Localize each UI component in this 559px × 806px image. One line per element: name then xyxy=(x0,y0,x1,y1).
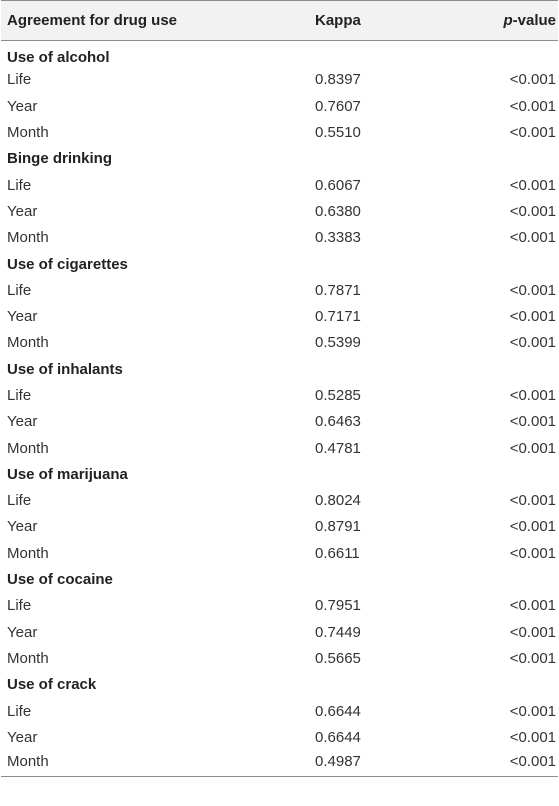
period-label: Month xyxy=(1,751,301,777)
table-row xyxy=(1,303,558,329)
header-p-italic: p xyxy=(503,12,513,29)
p-value: <0.001 xyxy=(509,229,556,247)
table-row xyxy=(1,514,558,540)
table-row xyxy=(1,198,558,224)
p-value: <0.001 xyxy=(509,202,556,220)
table-row xyxy=(1,382,558,408)
table-row xyxy=(1,593,558,619)
period-label: Year xyxy=(7,97,38,115)
p-value: <0.001 xyxy=(421,751,558,777)
kappa-value: 0.5510 xyxy=(315,124,361,142)
kappa-value: 0.6463 xyxy=(315,413,361,431)
table-row xyxy=(1,435,558,461)
period-label: Year xyxy=(7,518,38,536)
p-value: <0.001 xyxy=(509,71,556,89)
agreement-table xyxy=(1,0,558,777)
p-value: <0.001 xyxy=(509,124,556,142)
kappa-value: 0.7951 xyxy=(315,597,361,615)
table-row xyxy=(1,67,558,93)
period-label: Month xyxy=(7,124,49,142)
group-header-row xyxy=(1,672,558,698)
table-row xyxy=(1,409,558,435)
header-p-value xyxy=(421,1,558,41)
kappa-value: 0.6644 xyxy=(315,702,361,720)
period-label: Year xyxy=(7,623,38,641)
period-label: Month xyxy=(7,229,49,247)
period-label: Life xyxy=(7,387,32,404)
group-header-row xyxy=(1,41,558,67)
kappa-value: 0.7607 xyxy=(315,97,361,115)
table-row xyxy=(1,698,558,724)
p-value: <0.001 xyxy=(509,176,556,194)
group-header-row xyxy=(1,566,558,592)
period-label: Year xyxy=(7,308,38,326)
p-value: <0.001 xyxy=(509,387,556,404)
group-title: Use of cigarettes xyxy=(7,255,128,273)
kappa-value: 0.6067 xyxy=(315,176,361,194)
group-header-row xyxy=(1,461,558,487)
group-header-row xyxy=(1,356,558,382)
p-value: <0.001 xyxy=(509,597,556,615)
table-row xyxy=(1,619,558,645)
kappa-value: 0.8397 xyxy=(315,71,361,89)
group-header-row xyxy=(1,251,558,277)
kappa-value: 0.4987 xyxy=(301,751,421,777)
kappa-value: 0.6644 xyxy=(315,728,361,746)
group-title: Use of inhalants xyxy=(7,360,123,378)
period-label: Life xyxy=(7,492,32,510)
p-value: <0.001 xyxy=(509,281,556,299)
table-row xyxy=(1,277,558,303)
group-title: Use of alcohol xyxy=(7,49,110,67)
kappa-value: 0.7171 xyxy=(315,308,361,326)
header-row xyxy=(1,1,558,41)
p-value: <0.001 xyxy=(509,413,556,431)
p-value: <0.001 xyxy=(509,728,556,746)
header-p-rest: -value xyxy=(512,12,556,29)
kappa-value: 0.6611 xyxy=(315,544,360,562)
kappa-value: 0.5285 xyxy=(315,387,361,404)
p-value: <0.001 xyxy=(509,649,556,667)
period-label: Year xyxy=(7,202,38,220)
table-row xyxy=(1,225,558,251)
kappa-value: 0.3383 xyxy=(315,229,361,247)
header-agreement: Agreement for drug use xyxy=(1,1,301,41)
period-label: Life xyxy=(7,71,32,89)
period-label: Month xyxy=(7,649,49,667)
p-value: <0.001 xyxy=(509,308,556,326)
p-value: <0.001 xyxy=(509,623,556,641)
period-label: Year xyxy=(7,413,38,431)
kappa-value: 0.5665 xyxy=(315,649,361,667)
table-row xyxy=(1,751,558,777)
period-label: Month xyxy=(7,544,49,562)
table-row xyxy=(1,172,558,198)
header-kappa: Kappa xyxy=(301,1,421,41)
p-value: <0.001 xyxy=(509,492,556,510)
table-header xyxy=(1,1,558,41)
table-body xyxy=(1,41,558,777)
kappa-value: 0.4781 xyxy=(315,439,361,457)
group-title: Use of marijuana xyxy=(7,465,128,483)
group-title: Use of cocaine xyxy=(7,571,113,589)
period-label: Life xyxy=(7,176,32,194)
table-row xyxy=(1,540,558,566)
table-row xyxy=(1,645,558,671)
p-value: <0.001 xyxy=(509,544,556,562)
table-row xyxy=(1,330,558,356)
group-title: Binge drinking xyxy=(7,150,112,168)
p-value: <0.001 xyxy=(509,439,556,457)
period-label: Year xyxy=(7,728,38,746)
period-label: Life xyxy=(7,281,32,299)
p-value: <0.001 xyxy=(509,97,556,115)
period-label: Life xyxy=(7,597,32,615)
kappa-value: 0.5399 xyxy=(315,334,361,352)
kappa-value: 0.7449 xyxy=(315,623,361,641)
kappa-value: 0.7871 xyxy=(315,281,361,299)
group-title: Use of crack xyxy=(7,676,97,694)
group-header-row xyxy=(1,146,558,172)
p-value: <0.001 xyxy=(509,518,556,536)
p-value: <0.001 xyxy=(509,334,556,352)
table-row xyxy=(1,488,558,514)
kappa-value: 0.8024 xyxy=(315,492,361,510)
period-label: Month xyxy=(7,439,49,457)
kappa-value: 0.8791 xyxy=(315,518,361,536)
kappa-value: 0.6380 xyxy=(315,202,361,220)
table-row xyxy=(1,93,558,119)
p-value: <0.001 xyxy=(509,702,556,720)
table-row xyxy=(1,724,558,750)
period-label: Month xyxy=(7,334,49,352)
table-row xyxy=(1,119,558,145)
period-label: Life xyxy=(7,702,32,720)
